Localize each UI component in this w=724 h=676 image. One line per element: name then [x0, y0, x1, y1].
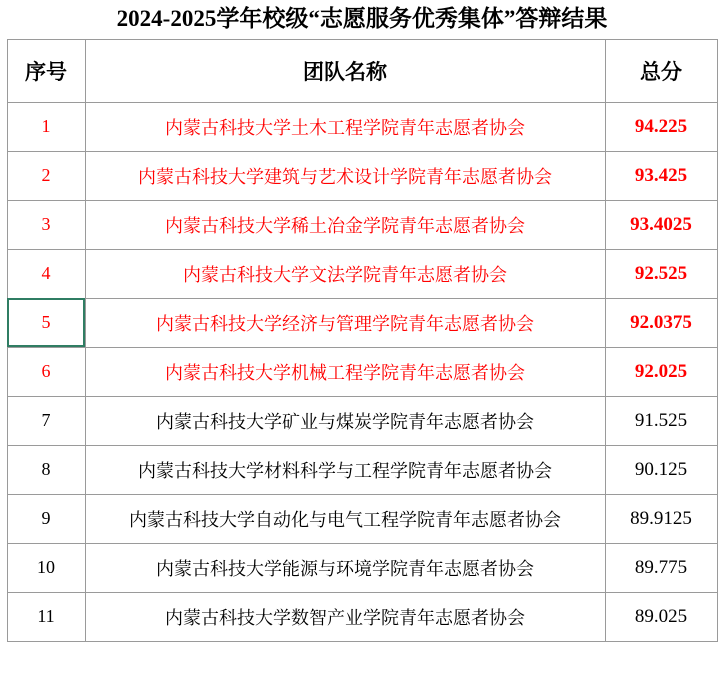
column-header-score: 总分 [605, 39, 717, 102]
total-score-cell[interactable]: 94.225 [605, 102, 717, 151]
total-score-cell[interactable]: 91.525 [605, 396, 717, 445]
column-header-index: 序号 [7, 39, 85, 102]
total-score-cell[interactable]: 93.425 [605, 151, 717, 200]
total-score-cell[interactable]: 92.0375 [605, 298, 717, 347]
table-row [7, 102, 717, 151]
total-score-cell[interactable]: 93.4025 [605, 200, 717, 249]
table-row [7, 543, 717, 592]
table-row [7, 298, 717, 347]
total-score-cell[interactable]: 92.025 [605, 347, 717, 396]
team-name-cell[interactable]: 内蒙古科技大学经济与管理学院青年志愿者协会 [85, 298, 605, 347]
table-row [7, 396, 717, 445]
row-index-cell[interactable]: 5 [7, 298, 85, 347]
table-row [7, 347, 717, 396]
table-header [7, 39, 717, 102]
table-row [7, 494, 717, 543]
row-index-cell[interactable]: 2 [7, 151, 85, 200]
row-index-cell[interactable]: 9 [7, 494, 85, 543]
row-index-cell[interactable]: 1 [7, 102, 85, 151]
total-score-cell[interactable]: 92.525 [605, 249, 717, 298]
table-row [7, 249, 717, 298]
team-name-cell[interactable]: 内蒙古科技大学稀土冶金学院青年志愿者协会 [85, 200, 605, 249]
row-index-cell[interactable]: 3 [7, 200, 85, 249]
column-header-team: 团队名称 [85, 39, 605, 102]
team-name-cell[interactable]: 内蒙古科技大学文法学院青年志愿者协会 [85, 249, 605, 298]
results-table [7, 39, 718, 642]
team-name-cell[interactable]: 内蒙古科技大学土木工程学院青年志愿者协会 [85, 102, 605, 151]
row-index-cell[interactable]: 11 [7, 592, 85, 641]
table-row [7, 151, 717, 200]
table-header-row [7, 39, 717, 102]
row-index-cell[interactable]: 4 [7, 249, 85, 298]
team-name-cell[interactable]: 内蒙古科技大学材料科学与工程学院青年志愿者协会 [85, 445, 605, 494]
team-name-cell[interactable]: 内蒙古科技大学机械工程学院青年志愿者协会 [85, 347, 605, 396]
total-score-cell[interactable]: 89.025 [605, 592, 717, 641]
table-body [7, 102, 717, 641]
total-score-cell[interactable]: 90.125 [605, 445, 717, 494]
page-title: 2024-2025学年校级“志愿服务优秀集体”答辩结果 [116, 6, 608, 31]
row-index-cell[interactable]: 7 [7, 396, 85, 445]
team-name-cell[interactable]: 内蒙古科技大学建筑与艺术设计学院青年志愿者协会 [85, 151, 605, 200]
total-score-cell[interactable]: 89.775 [605, 543, 717, 592]
table-row [7, 445, 717, 494]
table-row [7, 200, 717, 249]
table-row [7, 592, 717, 641]
row-index-cell[interactable]: 6 [7, 347, 85, 396]
total-score-cell[interactable]: 89.9125 [605, 494, 717, 543]
row-index-cell[interactable]: 10 [7, 543, 85, 592]
team-name-cell[interactable]: 内蒙古科技大学能源与环境学院青年志愿者协会 [85, 543, 605, 592]
team-name-cell[interactable]: 内蒙古科技大学矿业与煤炭学院青年志愿者协会 [85, 396, 605, 445]
team-name-cell[interactable]: 内蒙古科技大学自动化与电气工程学院青年志愿者协会 [85, 494, 605, 543]
row-index-cell[interactable]: 8 [7, 445, 85, 494]
team-name-cell[interactable]: 内蒙古科技大学数智产业学院青年志愿者协会 [85, 592, 605, 641]
